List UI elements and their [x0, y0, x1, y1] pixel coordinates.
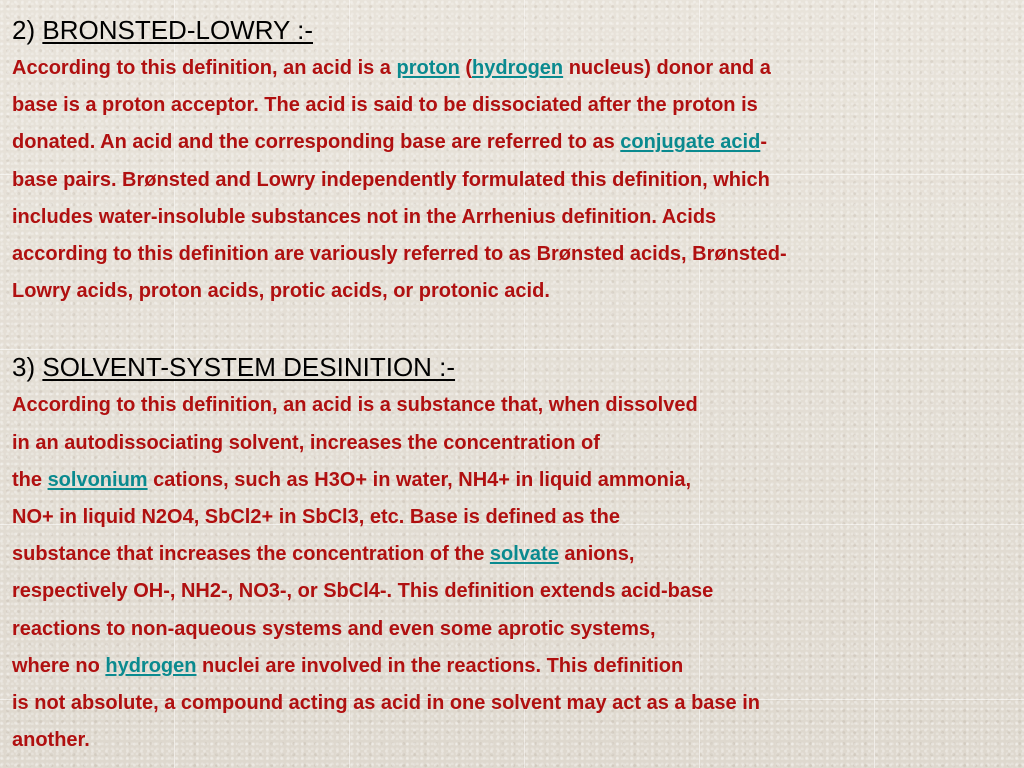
text-run: donated. An acid and the corresponding base are referred to as [12, 131, 621, 154]
text-run: nucleus) donor and a [563, 57, 771, 79]
text-run: cations, such as H3O+ in water, NH4+ in liquid ammonia, [147, 468, 692, 491]
text-run: where no [12, 654, 106, 677]
section-spacer [12, 310, 1012, 347]
text-run: reactions to non-aqueous systems and even some aprotic systems, [12, 617, 656, 640]
paragraph-line [12, 124, 1012, 161]
text-run: base pairs. Brønsted and Lowry independently formulated this definition, which [12, 168, 770, 191]
section-3-heading [12, 347, 1012, 387]
section-3-paragraph [12, 387, 1012, 759]
paragraph-line [12, 611, 1012, 648]
text-run: base is a proton acceptor. The acid is said to be dissociated after the proton is [12, 94, 758, 117]
text-run: respectively OH-, NH2-, NO3-, or SbCl4-. This definition extends acid-base [12, 580, 714, 603]
paragraph-line [12, 273, 1012, 310]
paragraph-line [12, 425, 1012, 462]
paragraph-line [12, 573, 1012, 610]
section-2-heading [12, 10, 1012, 50]
text-run: is not absolute, a compound acting as acid in one solvent may act as a base in [12, 692, 760, 715]
term-link-hydrogen[interactable]: hydrogen [105, 654, 197, 677]
paragraph-line [12, 50, 1012, 87]
text-run: NO+ in liquid N2O4, SbCl2+ in SbCl3, etc. Base is defined as the [12, 506, 620, 529]
text-run: ( [459, 57, 473, 79]
text-run: according to this definition are variously referred to as Brønsted acids, Brønsted- [12, 243, 787, 266]
section-2-paragraph [12, 50, 1012, 310]
paragraph-line [12, 536, 1012, 573]
paragraph-line [12, 87, 1012, 124]
text-run: another. [12, 729, 90, 752]
section-3-title: SOLVENT-SYSTEM DESINITION :- [42, 352, 456, 383]
paragraph-line [12, 499, 1012, 536]
text-run: - [760, 131, 767, 154]
section-3-number: 3) [12, 352, 36, 383]
text-run: According to this definition, an acid is a [12, 57, 397, 79]
term-link-proton[interactable]: proton [396, 57, 460, 79]
term-link-conjugate-acid[interactable]: conjugate acid [620, 131, 761, 154]
text-run: nuclei are involved in the reactions. This definition [196, 654, 684, 677]
slide-content [12, 10, 1012, 759]
term-link-solvonium[interactable]: solvonium [47, 468, 148, 491]
paragraph-line [12, 162, 1012, 199]
paragraph-line [12, 387, 1012, 424]
paragraph-line [12, 685, 1012, 722]
term-link-solvate[interactable]: solvate [489, 543, 559, 566]
paragraph-line [12, 236, 1012, 273]
section-2-number: 2) [12, 15, 36, 45]
text-run: Lowry acids, proton acids, protic acids, or protonic acid. [12, 280, 550, 303]
text-run: anions, [558, 543, 635, 566]
paragraph-line [12, 722, 1012, 759]
text-run: in an autodissociating solvent, increases the concentration of [12, 431, 600, 454]
paragraph-line [12, 462, 1012, 499]
section-2-title: BRONSTED-LOWRY :- [42, 15, 313, 45]
paragraph-line [12, 648, 1012, 685]
paragraph-line [12, 199, 1012, 236]
text-run: According to this definition, an acid is a substance that, when dissolved [12, 394, 698, 417]
text-run: substance that increases the concentration of the [12, 543, 490, 566]
text-run: includes water-insoluble substances not in the Arrhenius definition. Acids [12, 205, 717, 228]
text-run: the [12, 468, 48, 491]
term-link-hydrogen[interactable]: hydrogen [472, 57, 564, 79]
